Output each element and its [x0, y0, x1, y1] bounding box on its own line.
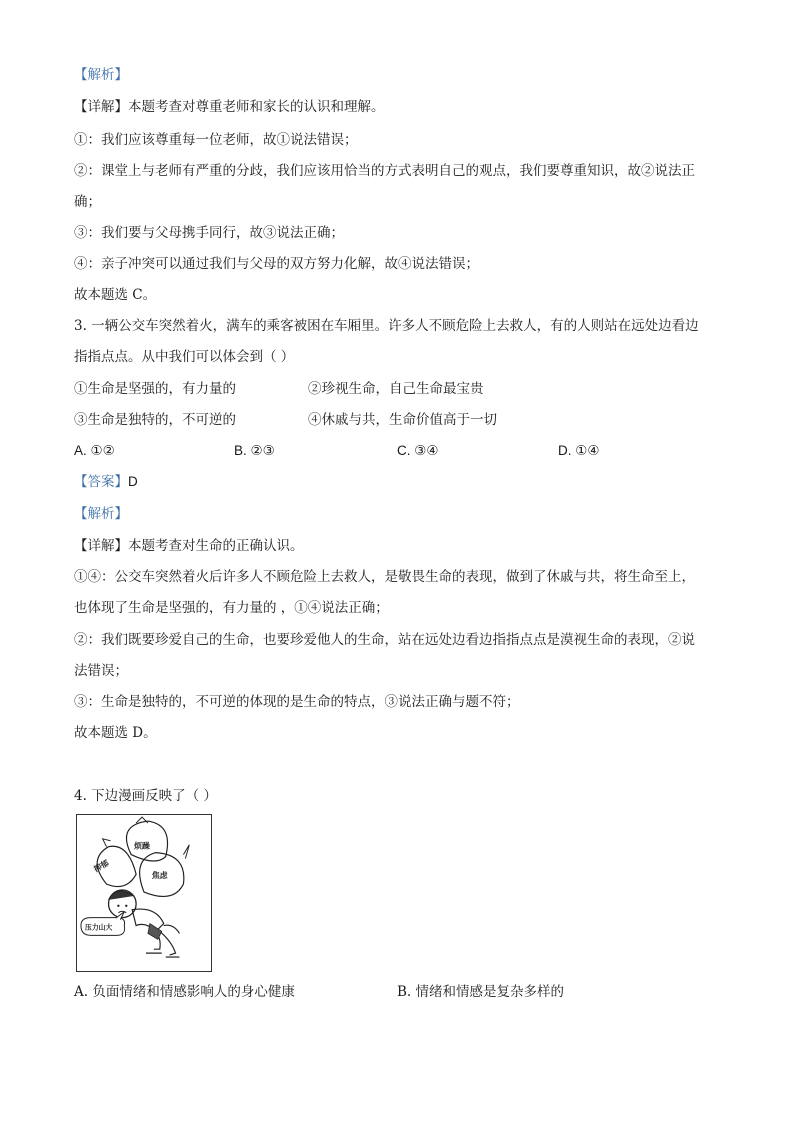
detail-heading: 【详解】本题考查对尊重老师和家长的认识和理解。: [74, 99, 385, 115]
comic-illustration: [76, 814, 212, 972]
analysis-line: ①：我们应该尊重每一位老师，故①说法错误；: [74, 132, 358, 148]
option-c: C. ③④: [397, 443, 439, 458]
analysis-line: ②：我们既要珍爱自己的生命，也要珍爱他人的生命，站在远处边看边指指点点是漠视生命的表现，②说: [74, 632, 695, 648]
analysis-line: 法错误；: [74, 663, 128, 679]
conclusion: 故本题选 D。: [74, 725, 157, 741]
conclusion: 故本题选 C。: [74, 287, 157, 303]
statement: ②珍视生命，自己生命最宝贵: [308, 381, 484, 397]
question-stem: 3. 一辆公交车突然着火，满车的乘客被困在车厢里。许多人不顾危险上去救人，有的人则站在远处边看边: [74, 318, 699, 334]
statement: ③生命是独特的，不可逆的: [74, 412, 236, 428]
answer-row: [74, 473, 138, 491]
question-stem: 4. 下边漫画反映了（ ）: [74, 788, 217, 804]
statement: ④休戚与共，生命价值高于一切: [308, 412, 497, 428]
analysis-line: ①④：公交车突然着火后许多人不顾危险上去救人，是敬畏生命的表现，做到了休戚与共，将生命至上，: [74, 569, 695, 585]
analysis-line: 也体现了生命是坚强的，有力量的 ，①④说法正确；: [74, 600, 389, 616]
comic-label: 抑郁: [92, 858, 111, 875]
comic-drawing: [77, 815, 211, 971]
analysis-line: 确；: [74, 194, 101, 210]
analysis-line: ③：我们要与父母携手同行，故③说法正确；: [74, 225, 344, 241]
question-stem: 指指点点。从中我们可以体会到（ ）: [74, 349, 295, 365]
analysis-line: ④：亲子冲突可以通过我们与父母的双方努力化解，故④说法错误；: [74, 256, 479, 272]
statement: ①生命是坚强的，有力量的: [74, 381, 236, 397]
analysis-line: ②：课堂上与老师有严重的分歧，我们应该用恰当的方式表明自己的观点，我们要尊重知识，故②说法正: [74, 163, 695, 179]
option-b: B. ②③: [234, 443, 275, 458]
option-a: A. ①②: [74, 443, 115, 458]
comic-label: 压力山大: [84, 923, 113, 932]
option-b: B. 情绪和情感是复杂多样的: [397, 984, 565, 1000]
analysis-tag: 【解析】: [74, 506, 128, 522]
comic-label: 烦躁: [134, 841, 150, 851]
detail-heading: 【详解】本题考查对生命的正确认识。: [74, 538, 304, 554]
answer-value: D: [128, 474, 138, 489]
comic-label: 焦虑: [151, 871, 168, 881]
answer-tag: 【答案】: [74, 474, 128, 490]
analysis-line: ③：生命是独特的，不可逆的体现的是生命的特点，③说法正确与题不符；: [74, 694, 520, 710]
analysis-tag: 【解析】: [74, 67, 128, 83]
option-d: D. ①④: [558, 443, 600, 458]
option-a: A. 负面情绪和情感影响人的身心健康: [74, 984, 295, 1000]
